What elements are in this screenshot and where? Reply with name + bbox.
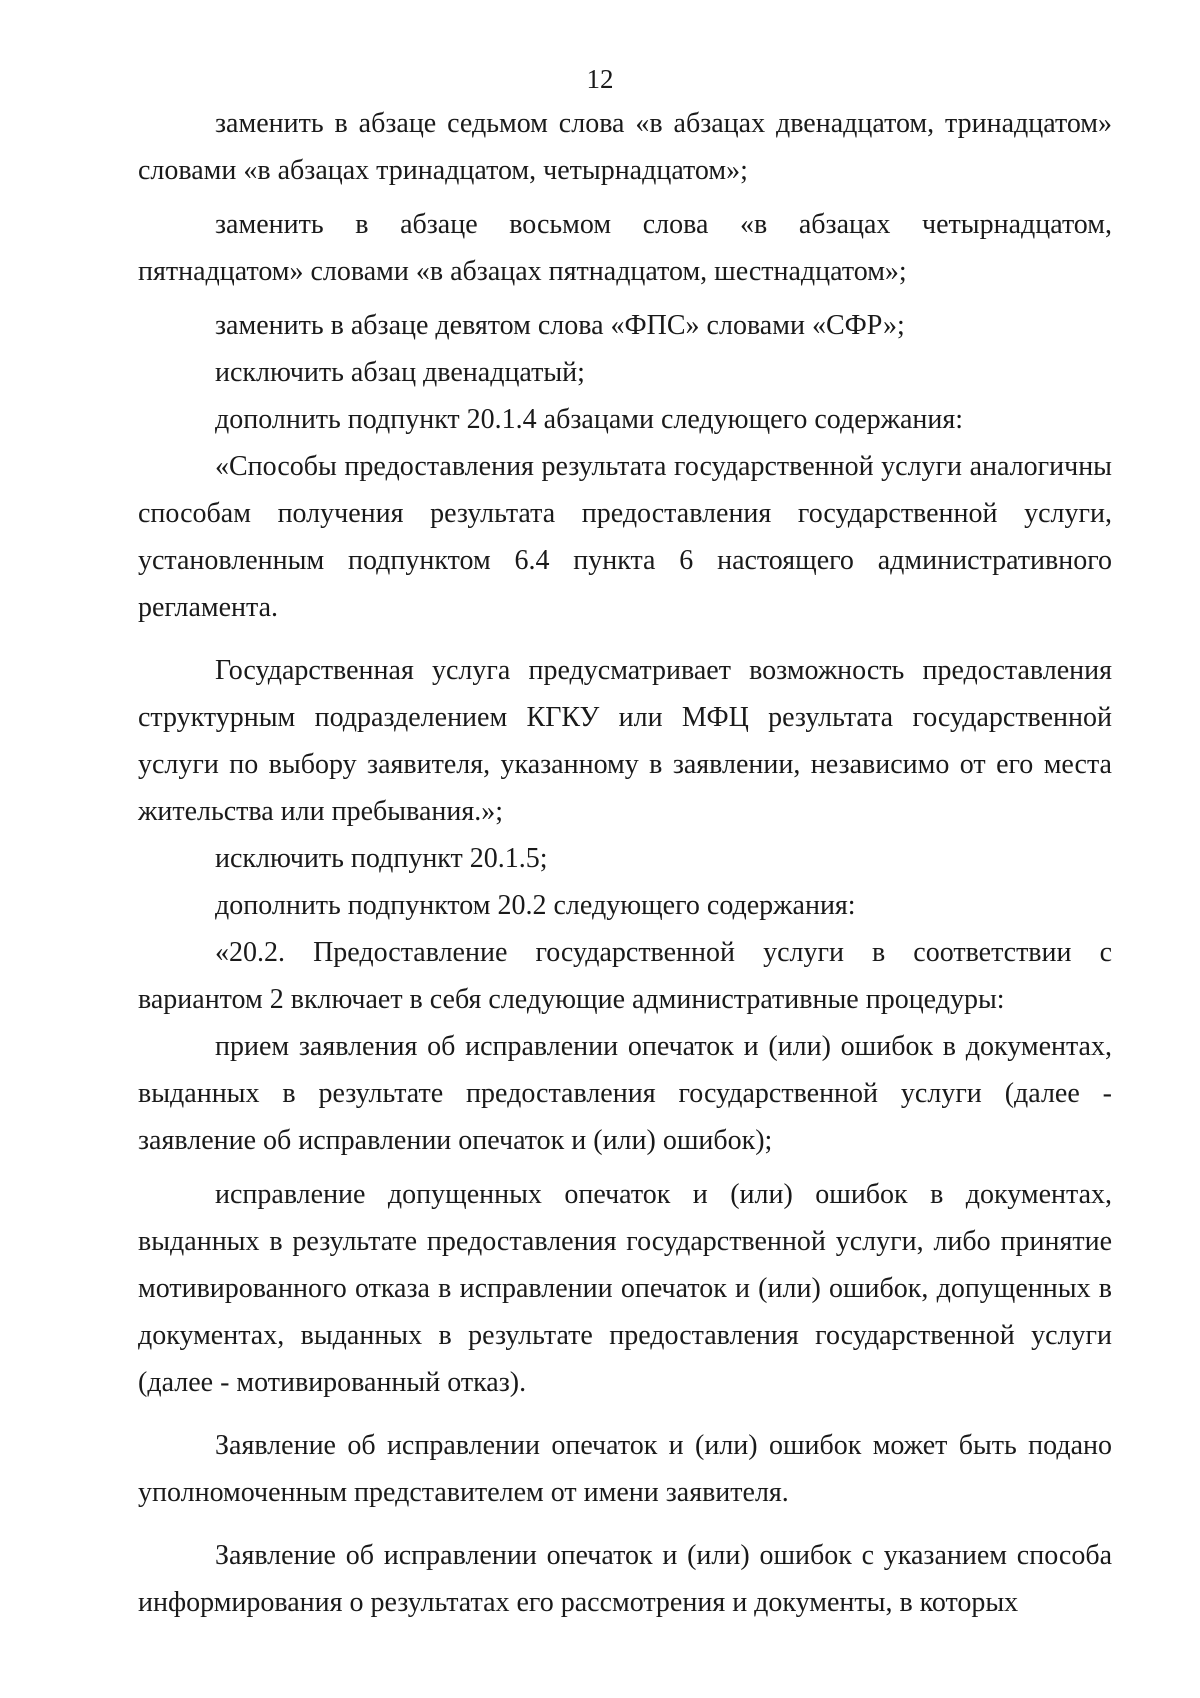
- paragraph: дополнить подпункт 20.1.4 абзацами следующего содержания:: [215, 404, 964, 435]
- paragraph: дополнить подпунктом 20.2 следующего содержания:: [215, 890, 856, 921]
- paragraph: исключить абзац двенадцатый;: [215, 357, 585, 388]
- document-body: [138, 100, 1112, 1626]
- paragraph: исключить подпункт 20.1.5;: [215, 843, 548, 874]
- paragraph: заменить в абзаце девятом слова «ФПС» словами «СФР»;: [215, 310, 905, 341]
- paragraph: «Способы предоставления результата государственной услуги аналогичны способам получения результата предоставления государственной услуги, установленным подпунктом 6.4 пункта 6 настоящего административного регламента.: [138, 451, 1112, 623]
- paragraph: Заявление об исправлении опечаток и (или) ошибок с указанием способа информирования о результатах его рассмотрения и документы, в которых: [138, 1540, 1112, 1618]
- paragraph: Заявление об исправлении опечаток и (или) ошибок может быть подано уполномоченным представителем от имени заявителя.: [138, 1430, 1112, 1508]
- page-number: 12: [586, 64, 614, 94]
- paragraph: исправление допущенных опечаток и (или) ошибок в документах, выданных в результате предоставления государственной услуги, либо принятие мотивированного отказа в исправлении опечаток и (или) ошибок, допущенных в документах, выданных в результате предоставления государственной услуги (далее - мотивированный отказ).: [138, 1179, 1112, 1398]
- paragraph: заменить в абзаце восьмом слова «в абзацах четырнадцатом, пятнадцатом» словами «в абзацах пятнадцатом, шестнадцатом»;: [138, 209, 1112, 287]
- paragraph: прием заявления об исправлении опечаток и (или) ошибок в документах, выданных в результате предоставления государственной услуги (далее - заявление об исправлении опечаток и (или) ошибок);: [138, 1031, 1112, 1156]
- paragraph: заменить в абзаце седьмом слова «в абзацах двенадцатом, тринадцатом» словами «в абзацах тринадцатом, четырнадцатом»;: [138, 108, 1112, 186]
- paragraph: Государственная услуга предусматривает возможность предоставления структурным подразделением КГКУ или МФЦ результата государственной услуги по выбору заявителя, указанному в заявлении, независимо от его места жительства или пребывания.»;: [138, 655, 1112, 827]
- paragraph: «20.2. Предоставление государственной услуги в соответствии с вариантом 2 включает в себя следующие административные процедуры:: [138, 937, 1112, 1015]
